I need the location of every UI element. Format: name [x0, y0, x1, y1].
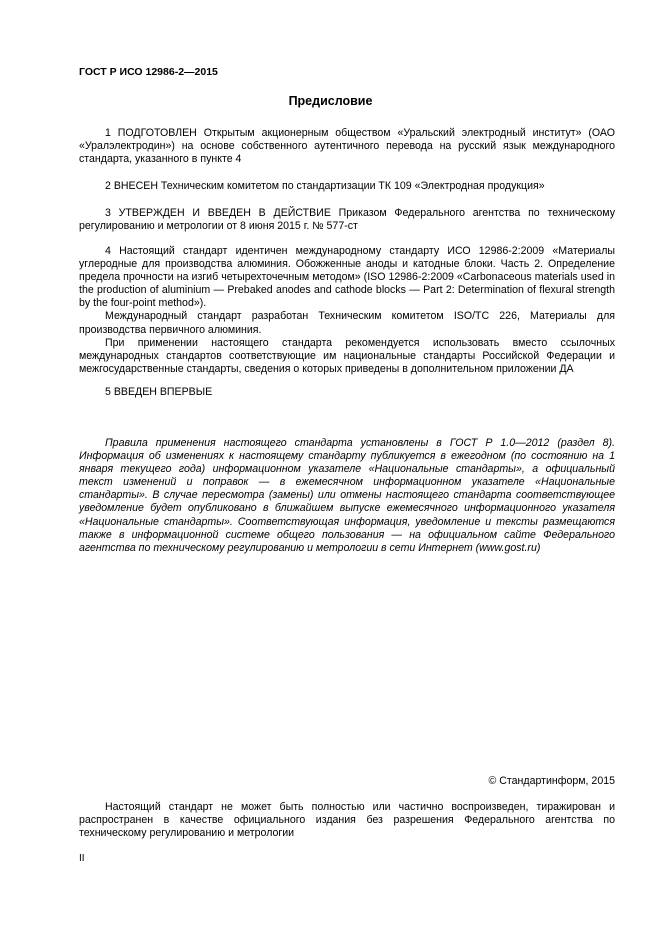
item-5: [79, 386, 615, 399]
copyright: © Стандартинформ, 2015: [488, 775, 615, 787]
item-4-references: При применении настоящего стандарта рекомендуется использовать вместо ссылочных международных стандартов соответствующие им национальные стандарты Российской Федерации и межгосударственные стандарты, сведения о которых приведены в дополнительном приложении ДА: [79, 336, 615, 375]
page-number: II: [79, 853, 85, 864]
item-3: [79, 207, 615, 233]
item-4: [79, 245, 615, 376]
reproduction-notice: [79, 801, 615, 840]
item-1: [79, 127, 615, 166]
item-5-text: 5 ВВЕДЕН ВПЕРВЫЕ: [105, 386, 213, 398]
item-4-developer: Международный стандарт разработан Техническим комитетом ISO/TC 226, Материалы для производства первичного алюминия.: [79, 310, 615, 336]
item-2: [79, 180, 615, 193]
document-code: ГОСТ Р ИСО 12986-2—2015: [79, 66, 218, 78]
item-4-text: 4 Настоящий стандарт идентичен международному стандарту ИСО 12986-2:2009 «Материалы углеродные для производства алюминия. Обожженные аноды и катодные блоки. Часть 2. Определение предела прочности на изгиб четырехточечным методом» (ISO 12986-2:2009 «Carbonaceous materials used in the production of aluminium — Prebaked anodes and cathode blocks — Part 2: Determination of flexural strength by the four-point method»).: [79, 245, 615, 310]
notice-text: Настоящий стандарт не может быть полностью или частично воспроизведен, тиражирован и распространен в качестве официального издания без разрешения Федерального агентства по техническому регулированию и метрологии: [79, 801, 615, 840]
rules-paragraph: [79, 437, 615, 555]
item-1-text: 1 ПОДГОТОВЛЕН Открытым акционерным обществом «Уральский электродный институт» (ОАО «Уралэлектродин») на основе собственного аутентичного перевода на русский язык международного стандарта, указанного в пункте 4: [79, 127, 615, 166]
item-2-text: 2 ВНЕСЕН Техническим комитетом по стандартизации ТК 109 «Электродная продукция»: [105, 180, 545, 192]
item-3-text: 3 УТВЕРЖДЕН И ВВЕДЕН В ДЕЙСТВИЕ Приказом Федерального агентства по техническому регулированию и метрологии от 8 июня 2015 г. № 577-ст: [79, 207, 615, 233]
rules-text: Правила применения настоящего стандарта установлены в ГОСТ Р 1.0—2012 (раздел 8). Информация об изменениях к настоящему стандарту публикуется в ежегодном (по состоянию на 1 января текущего года) информационном указателе «Национальные стандарты», а официальный текст изменений и поправок — в ежемесячном информационном указателе «Национальные стандарты». В случае пересмотра (замены) или отмены настоящего стандарта соответствующее уведомление будет опубликовано в ближайшем выпуске ежемесячного информационного указателя «Национальные стандарты». Соответствующая информация, уведомление и тексты размещаются также в информационной системе общего пользования — на официальном сайте Федерального агентства по техническому регулированию и метрологии в сети Интернет (www.gost.ru): [79, 437, 615, 554]
page-title: Предисловие: [288, 94, 373, 108]
